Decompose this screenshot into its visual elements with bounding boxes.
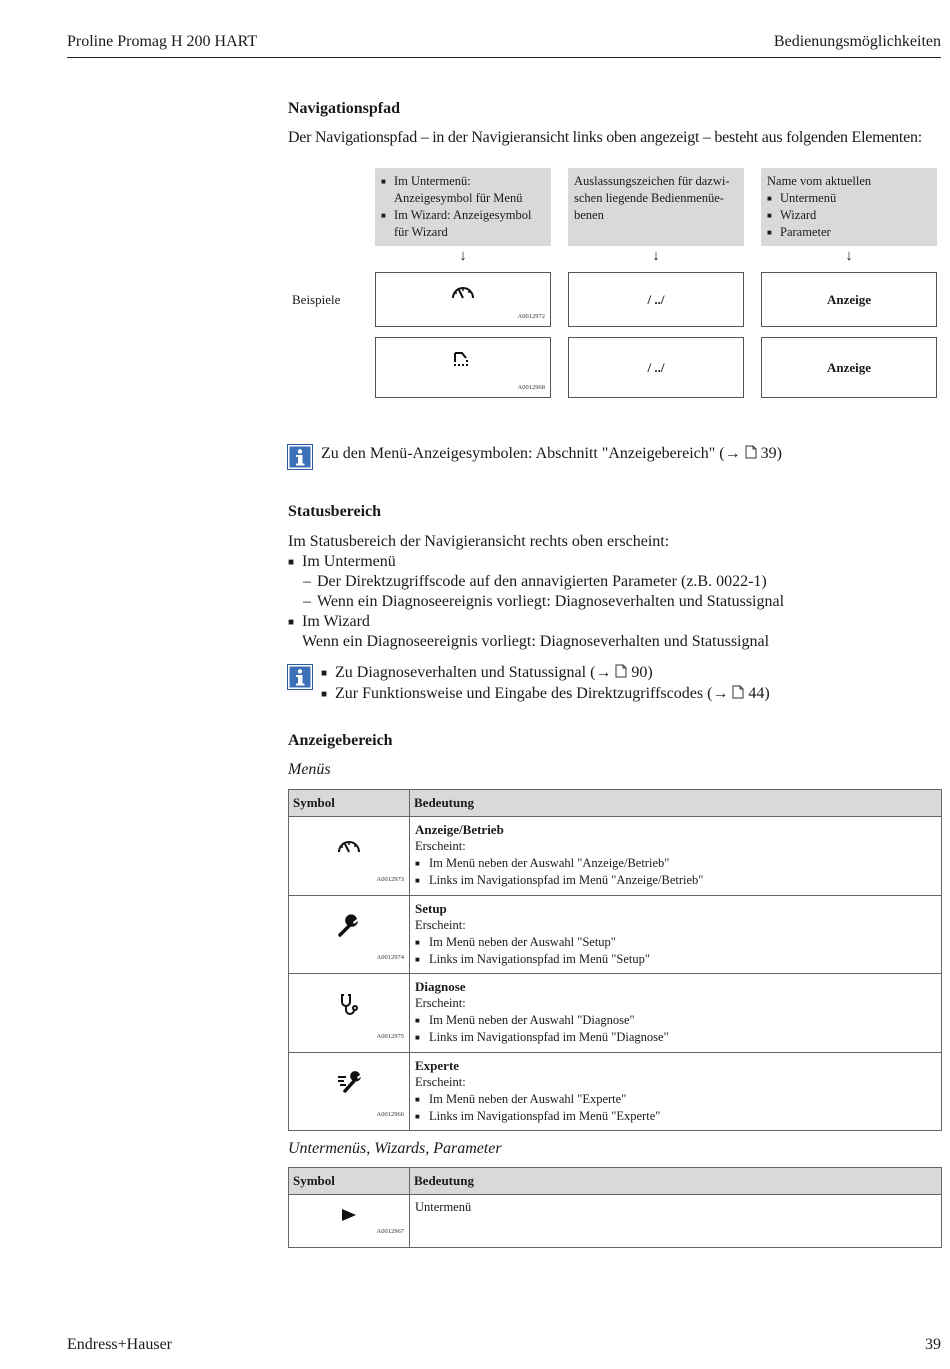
meter-icon <box>450 281 476 301</box>
example2-ellipsis-box <box>568 337 744 398</box>
menus-subheading: Menüs <box>288 761 331 778</box>
anzeigebereich-heading: Anzeigebereich <box>288 732 393 749</box>
down-arrow-icon: ↓ <box>652 248 660 264</box>
status-sub-code: – Der Direktzugriffscode auf den annavigierten Parameter (z.B. 0022-1) <box>288 572 938 592</box>
page-ref-icon <box>745 445 757 459</box>
example1-symbol-box <box>375 272 551 327</box>
submenu-arrow-icon <box>340 1207 358 1223</box>
example2-name-box <box>761 337 937 398</box>
status-sub-diagnose: – Wenn ein Diagnoseereignis vorliegt: Diagnoseverhalten und Statussignal <box>288 592 938 612</box>
note-text: Zu den Menü-Anzeigesymbolen: Abschnitt "Anzeigebereich" (→ <box>321 445 745 462</box>
page-ref[interactable]: 44) <box>748 685 770 702</box>
symbol-cell <box>289 1053 410 1131</box>
symbol-cell <box>289 1195 410 1248</box>
figure-code: A0012974 <box>376 954 404 961</box>
menu-title: Anzeige/Betrieb <box>415 822 504 837</box>
figure-code: A0012972 <box>517 313 545 320</box>
nav-col1-item: ■ Im Untermenü: Anzeigesymbol für Menü <box>381 173 545 207</box>
meaning-cell <box>410 896 942 974</box>
list-item: ■ Im Menü neben der Auswahl "Diagnose" <box>415 1012 936 1029</box>
list-item: ■ Links im Navigationspfad im Menü "Experte" <box>415 1108 936 1125</box>
nav-col2-line: Auslassungszeichen für dazwi- <box>574 174 730 188</box>
list-item: ■ Links im Navigationspfad im Menü "Setup" <box>415 951 936 968</box>
statusbereich-intro: Im Statusbereich der Navigieransicht rechts oben erscheint: <box>288 533 670 550</box>
column-header-symbol: Symbol <box>289 1168 410 1195</box>
nav-col3-desc <box>761 168 937 246</box>
statusbereich-heading: Statusbereich <box>288 503 382 520</box>
list-item: ■ Im Menü neben der Auswahl "Experte" <box>415 1091 936 1108</box>
down-arrow-icon: ↓ <box>845 248 853 264</box>
symbol-cell <box>289 817 410 896</box>
down-arrow-icon: ↓ <box>459 248 467 264</box>
table-row <box>289 896 942 974</box>
page-ref-icon <box>732 685 744 699</box>
info-icon <box>287 444 313 470</box>
example2-symbol-box <box>375 337 551 398</box>
menu-title: Setup <box>415 901 447 916</box>
menu-symbols-table <box>288 789 942 1131</box>
page-ref-icon <box>615 664 627 678</box>
meaning-cell <box>410 1053 942 1131</box>
figure-code: A0012973 <box>376 876 404 883</box>
note-text: Zur Funktionsweise und Eingabe des Direktzugriffscodes (→ <box>335 685 733 702</box>
page-number: 39 <box>925 1336 941 1353</box>
column-header-meaning: Bedeutung <box>410 1168 942 1195</box>
appears-label: Erscheint: <box>415 839 466 853</box>
stethoscope-icon <box>338 992 360 1018</box>
nav-col1-item: ■ Im Wizard: Anzeigesymbol für Wizard <box>381 207 545 241</box>
note-diagnose <box>321 663 941 704</box>
example1-ellipsis-box <box>568 272 744 327</box>
appears-label: Erscheint: <box>415 996 466 1010</box>
column-header-symbol: Symbol <box>289 790 410 817</box>
meaning-text: Untermenü <box>415 1200 472 1214</box>
list-item: ■ Links im Navigationspfad im Menü "Anzeige/Betrieb" <box>415 872 936 889</box>
nav-col2-line: schen liegende Bedienmenüe- <box>574 191 724 205</box>
table-row <box>289 817 942 896</box>
figure-code: A0012968 <box>517 384 545 391</box>
header-title: Proline Promag H 200 HART <box>67 33 258 50</box>
appears-label: Erscheint: <box>415 918 466 932</box>
symbol-cell <box>289 896 410 974</box>
note-diagnose-line <box>321 663 941 683</box>
nav-col2-line: benen <box>574 208 604 222</box>
figure-code: A0012966 <box>376 1111 404 1118</box>
navigationspfad-intro: Der Navigationspfad – in der Navigieransicht links oben angezeigt – besteht aus folgenden Elementen: <box>288 129 922 146</box>
ellipsis-text: / ../ <box>647 292 665 307</box>
page-ref[interactable]: 90) <box>631 664 653 681</box>
example1-name-box <box>761 272 937 327</box>
nav-col3-item: ■ Untermenü <box>767 190 931 207</box>
note-code-line <box>321 684 941 704</box>
navigationspfad-heading: Navigationspfad <box>288 100 401 117</box>
submenu-symbols-table <box>288 1167 942 1248</box>
current-name: Anzeige <box>826 360 872 375</box>
meaning-cell <box>410 974 942 1053</box>
status-wizard-text: Wenn ein Diagnoseereignis vorliegt: Diagnoseverhalten und Statussignal <box>302 633 770 650</box>
status-item-wizard: ■ Im Wizard <box>288 612 938 632</box>
meter-icon <box>336 835 362 855</box>
nav-col3-item: ■ Parameter <box>767 224 931 241</box>
note-menu-symbols <box>321 444 782 464</box>
table-row <box>289 1195 942 1248</box>
column-header-meaning: Bedeutung <box>410 790 942 817</box>
info-icon <box>287 664 313 690</box>
wizard-icon <box>452 350 474 368</box>
figure-code: A0012967 <box>376 1228 404 1235</box>
status-item-submenu: ■ Im Untermenü <box>288 552 938 572</box>
menu-title: Diagnose <box>415 979 466 994</box>
menu-title: Experte <box>415 1058 460 1073</box>
table-row <box>289 1053 942 1131</box>
list-item: ■ Links im Navigationspfad im Menü "Diagnose" <box>415 1029 936 1046</box>
ellipsis-text: / ../ <box>647 360 665 375</box>
appears-label: Erscheint: <box>415 1075 466 1089</box>
nav-col1-desc <box>375 168 551 246</box>
meaning-cell <box>410 1195 942 1248</box>
page-ref[interactable]: 39) <box>760 445 782 462</box>
header-rule <box>67 57 941 58</box>
nav-col3-item: ■ Wizard <box>767 207 931 224</box>
expert-icon <box>336 1071 362 1095</box>
wrench-icon <box>337 914 361 938</box>
params-subheading: Untermenüs, Wizards, Parameter <box>288 1140 502 1157</box>
statusbereich-content <box>288 532 938 652</box>
list-item: ■ Im Menü neben der Auswahl "Setup" <box>415 934 936 951</box>
footer-brand: Endress+Hauser <box>67 1336 172 1353</box>
current-name: Anzeige <box>826 292 872 307</box>
note-text: Zu Diagnoseverhalten und Statussignal (→ <box>335 664 616 681</box>
table-row <box>289 974 942 1053</box>
header-section: Bedienungsmöglichkeiten <box>773 33 941 50</box>
nav-col3-title: Name vom aktuellen <box>767 174 872 188</box>
meaning-cell <box>410 817 942 896</box>
figure-code: A0012975 <box>376 1033 404 1040</box>
symbol-cell <box>289 974 410 1053</box>
list-item: ■ Im Menü neben der Auswahl "Anzeige/Betrieb" <box>415 855 936 872</box>
nav-col2-desc <box>568 168 744 246</box>
examples-label: Beispiele <box>292 292 341 307</box>
